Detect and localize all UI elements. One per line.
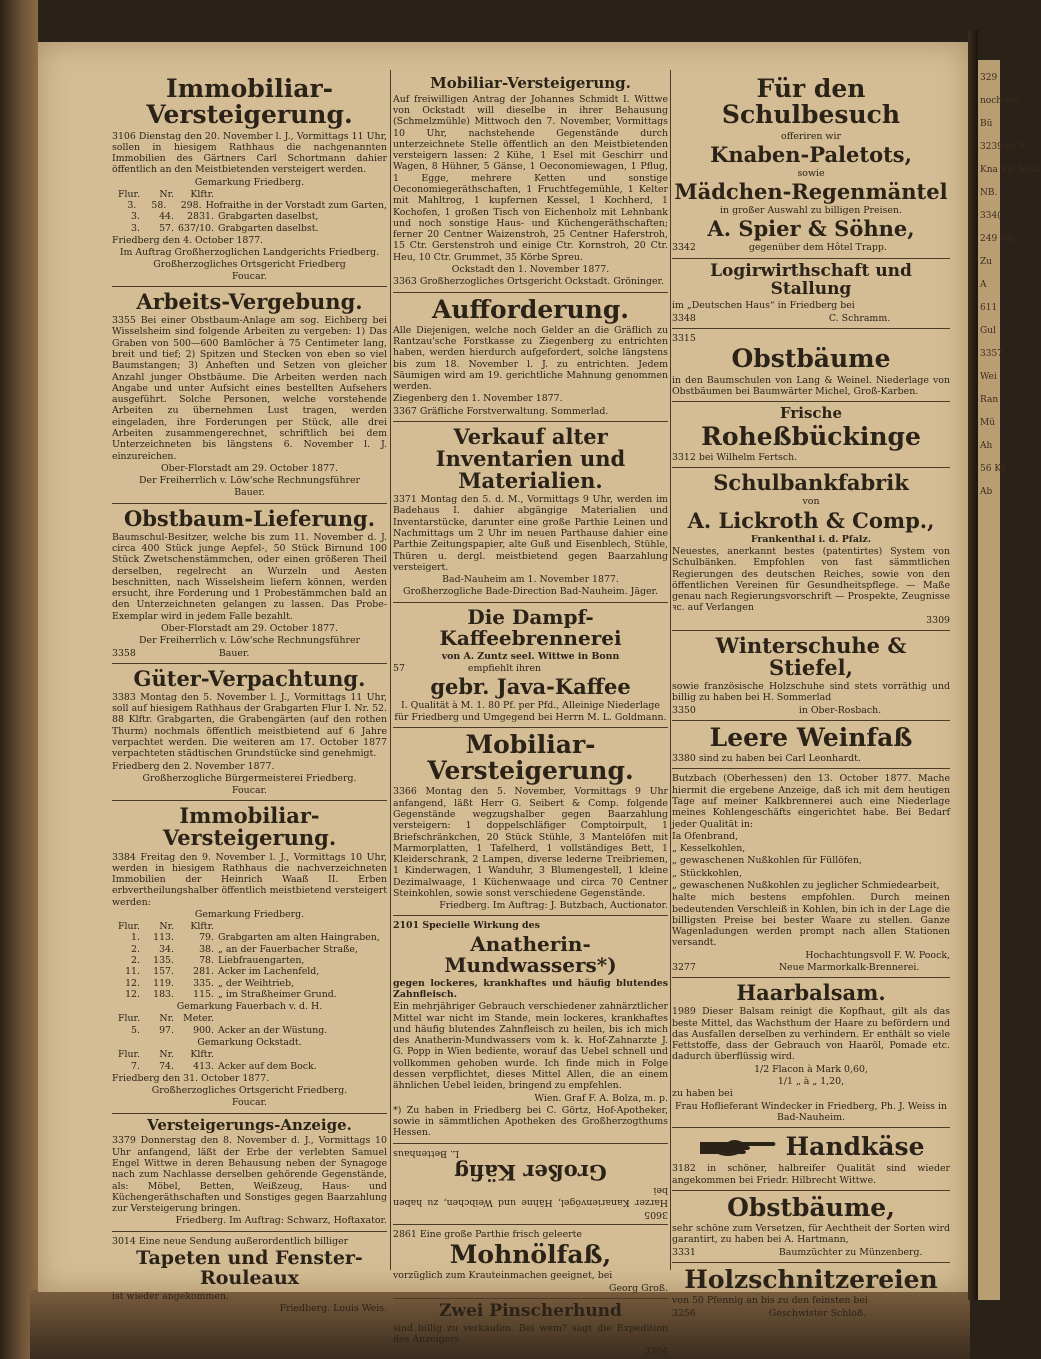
ad-title: Großer Käfig xyxy=(454,1160,607,1186)
ad-signature: Friedberg. Louis Weis. xyxy=(279,1303,387,1315)
ad-address: gegenüber dem Hôtel Trapp. xyxy=(748,242,887,254)
ad-text: Auf freiwilligen Antrag der Johannes Schmidt I. Wittwe von Ockstadt will dieselbe in ihrer Behausung (Schmelzmühle) Mittwoch den 7. November, Vormittags 10 Uhr, nachstehende Gegenstände durch unterzeichnete Stelle öffentlich an den Meistbietenden versteigern lassen: 2 Kühe, 1 Esel mit Geschirr und Wagen, 8 Hühner, 5 Gänse, 1 Oeconomiewagen, 1 Pflug, 1 Egge, mehrere Ketten und sonstige Oeconomiegeräthschaften, 1 Fruchtfegemühle, 1 Kelter mit Mahltrog, 1 kupfernen Kessel, 1 Kochherd, 1 Kochofen, 1 großen Tisch von Eichenholz mit Lehnbank und noch sonstige Haus- und Küchengeräthschaften; ferner 20 Centner Waizenstroh, 25 Centner Haferstroh, 15 Ctr. Gerstenstroh und einige Ctr. Kornstroh, 20 Ctr. Heu, 10 Ctr. Grummet, 35 Körbe Spreu. xyxy=(393,93,668,263)
ad-header xyxy=(672,1132,950,1162)
ad-subheading: Frankenthal i. d. Pfalz. xyxy=(750,533,872,545)
ad-title: Knaben-Paletots, xyxy=(710,141,912,167)
ad-text: Harzer Kanarienvögel, Hähne und Weibchen, zu haben bei xyxy=(393,1185,668,1208)
ad-signature: Der Freiherrlich v. Löw'sche Rechnungsführer xyxy=(139,475,360,487)
ad-footer xyxy=(393,276,668,287)
ad-date: Ziegenberg den 1. November 1877. xyxy=(393,393,563,405)
ad-date: Friedberg den 4. October 1877. xyxy=(112,235,264,247)
table-row: 2. 135. 78. Liebfrauengarten, xyxy=(131,955,305,967)
ad-text: in großer Auswahl zu billigen Preisen. xyxy=(720,205,902,217)
ad-text: Alle Diejenigen, welche noch Gelder an die Gräflich zu Rantzau'sche Forstkasse zu Ziegenberg zu entrichten haben, werden hierdurch aufgefordert, solche längstens bis zum 18. November l. J. zu entrichten. Jedem Säumigen wird am 19. gerichtliche Mahnung genommen werden. xyxy=(393,324,668,393)
ad-text: 2861 Eine große Parthie frisch geleerte xyxy=(393,1228,582,1240)
divider xyxy=(112,1113,387,1114)
ad-signature: Gräfliche Forstverwaltung. Sommerlad. xyxy=(419,405,609,417)
ad-text: sind billig zu verkaufen. Bei wem? sagt die Expedition des Anzeigers. xyxy=(393,1322,668,1346)
ad-number: 3350 xyxy=(672,704,696,716)
edge-fragment: Ran xyxy=(980,395,999,405)
edge-fragment: 334( xyxy=(980,211,1001,221)
ad-title: Verkauf alter Inventarien und Materialien. xyxy=(435,424,626,494)
table-header: Flur. Nr. Meter. xyxy=(118,1013,214,1025)
ad-footer xyxy=(112,648,387,659)
ad-title: Handkäse xyxy=(785,1132,925,1162)
ad-number: 3256 xyxy=(672,1307,696,1319)
ad-text: 3379 Donnerstag den 8. November d. J., Vormittags 10 Uhr anfangend, läßt der Erbe der verlebten Samuel Engel Wittwe in deren Behausung neben der Synagoge nach zum Nachlasse derselben gehörende Gegenstände, als: Möbel, Betten, Weißzeug, Haus- und Küchengeräthschaften und Sonstiges gegen Baarzahlung zur Versteigerung bringen. xyxy=(112,1135,387,1215)
ad-title: A. Lickroth & Comp., xyxy=(687,507,935,533)
divider xyxy=(672,720,950,721)
list-item: „ gewaschenen Nußkohlen für Füllöfen, xyxy=(672,855,862,867)
ad-title: Mobiliar-Versteigerung. xyxy=(427,729,634,786)
ad-name: Bauer. xyxy=(234,487,265,499)
ad-title: Anatherin-Mundwassers*) xyxy=(444,931,617,977)
ad-date: Friedberg den 2. November 1877. xyxy=(112,760,275,772)
ad-name: Bauer. xyxy=(218,647,250,659)
ad-date: Ober-Florstadt am 29. October 1877. xyxy=(161,462,338,474)
list-item: „ Stückkohlen, xyxy=(672,867,742,879)
ad-text: sowie französische Holzschuhe sind stets vorräthig und billig zu haben bei H. Sommerlad xyxy=(672,681,950,704)
ad-address: Baumzüchter zu Münzenberg. xyxy=(778,1246,923,1258)
ad-subheading: von A. Zuntz seel. Wittwe in Bonn xyxy=(441,650,620,662)
ad-signature: Frau Hoflieferant Windecker in Friedberg, Ph. J. Weiss in Bad-Nauheim. xyxy=(675,1100,947,1123)
ad-address: Neue Marmorkalk-Brennerei. xyxy=(778,961,920,973)
table-header: Flur. Nr. Klftr. xyxy=(118,1049,214,1061)
divider xyxy=(672,977,950,978)
ad-text: Butzbach (Oberhessen) den 13. October 1877. Mache hiermit die ergebene Anzeige, daß ich mit dem heutigen Tage auf meiner Kalkbrennerei auch eine Niederlage meines Kohlengeschäfts eingerichtet habe. Bei Bedarf jeder Qualität in: xyxy=(672,773,950,830)
ad-text: empfiehlt ihren xyxy=(467,662,542,674)
table-row: 3. 57. 637/10. Grabgarten daselbst. xyxy=(131,222,319,234)
ad-text: 3014 Eine neue Sendung außerordentlich billiger xyxy=(112,1235,349,1247)
ad-date: Ockstadt den 1. November 1877. xyxy=(451,263,610,275)
ad-footer xyxy=(672,753,950,764)
ad-number: 3331 xyxy=(672,1246,696,1258)
divider xyxy=(672,258,950,259)
table-row: 11. 157. 281. Acker im Lachenfeld, xyxy=(125,966,320,978)
ad-title: Leere Weinfaß xyxy=(709,722,913,752)
column-divider xyxy=(390,70,391,1270)
ad-address: in Ober-Rosbach. xyxy=(798,704,882,716)
divider xyxy=(393,1298,668,1299)
edge-fragment: Zu xyxy=(980,257,993,267)
pointing-hand-icon xyxy=(698,1136,778,1158)
ad-name: L. Bettenhaus xyxy=(393,1147,460,1159)
ad-text: ist wieder angekommen. xyxy=(112,1290,229,1302)
edge-fragment: 3357 xyxy=(980,349,1003,359)
ad-name: Foucar. xyxy=(232,270,267,282)
ad-title: Mobiliar-Versteigerung. xyxy=(430,74,631,92)
divider xyxy=(672,630,950,631)
ad-footer xyxy=(672,962,950,973)
price-line: 1/1 „ à „ 1,20, xyxy=(777,1076,845,1087)
ad-text: 3355 Bei einer Obstbaum-Anlage am sog. Eichberg bei Wisselsheim sind folgende Arbeiten zu vergeben: 1) Das Graben von 500—600 Bamlöcher à 75 Centimeter lang, breit und tief; 2) Spitzen und Stecken von eben so viel Baumstangen; 3) Anheften und Setzen von gleicher Anzahl junger Obstbäume. Die Arbeiten werden nach Angabe und unter Aufsicht eines bestellten Aufsehers ausgeführt. Solche Personen, welche vorstehende Arbeiten zu übernehmen Lust tragen, werden eingeladen, ihre Forderungen per Stück, alle drei Arbeiten zusammengerechnet, schriftlich bei dem Unterzeichneten bis längstens 6. November l. J. einzureichen. xyxy=(112,315,387,462)
edge-fragment: Ah xyxy=(980,441,993,451)
ad-title: Versteigerungs-Anzeige. xyxy=(147,1115,352,1134)
divider xyxy=(672,1262,950,1263)
list-item: „ gewaschenen Nußkohlen zu jeglicher Schmiedearbeit, xyxy=(672,880,940,892)
ad-text: 3182 in schöner, halbreifer Qualität sind wieder angekommen bei Friedr. Hilbrecht Wittwe. xyxy=(672,1163,950,1186)
ad-text: zu haben bei xyxy=(672,1088,733,1100)
ad-title: Holzschnitzereien xyxy=(684,1265,938,1295)
ad-text: halte mich bestens empfohlen. Durch meinen bedeutenden Verschleiß in Kohlen, bin ich in der Lage die billigsten Preise bei bester Waare zu stellen. Ganze Wagenladungen werden prompt nach allen Stationen versandt. xyxy=(672,892,950,949)
ad-signature: bei Wilhelm Fertsch. xyxy=(698,452,798,464)
ad-number: 57 xyxy=(393,662,405,674)
divider xyxy=(393,727,668,728)
ad-title: Aufforderung. xyxy=(431,294,630,324)
divider xyxy=(672,401,950,402)
divider xyxy=(112,286,387,287)
divider xyxy=(672,1127,950,1128)
ad-title: Tapeten und Fenster-Rouleaux xyxy=(136,1246,363,1289)
edge-fragment: 329 xyxy=(980,73,998,83)
divider xyxy=(393,915,668,916)
ad-text: 3371 Montag den 5. d. M., Vormittags 9 Uhr, werden im Badehaus I. dahier abgängige Materialien und Inventarstücke, darunter eine große Parthie Leinen und Nachmittags um 2 Uhr im neuen Parthause dahier eine Parthie Zeitungspapier, alte Guß und Eisenblech, Stühle, Thüren u. dergl. meistbietend gegen Baarzahlung versteigert. xyxy=(393,494,668,573)
table-header: Flur. Nr. Klftr. xyxy=(118,921,214,933)
ad-footer xyxy=(672,452,950,463)
ad-text: sowie xyxy=(797,167,825,179)
adjacent-page-edge xyxy=(978,60,1041,1300)
list-item: Ia Ofenbrand, xyxy=(672,830,739,842)
divider xyxy=(393,421,668,422)
ad-title: Güter-Verpachtung. xyxy=(133,665,366,691)
ad-signature: Friedberg. Im Auftrag: J. Butzbach, Auctionator. xyxy=(439,900,668,912)
price-line: 1/2 Flacon à Mark 0,60, xyxy=(754,1063,868,1075)
divider xyxy=(393,602,668,603)
ad-title: Roheßbückinge xyxy=(701,421,921,451)
edge-fragment: 56 Ko xyxy=(980,464,1007,474)
ad-text: in den Baumschulen von Lang & Weinel. Niederlage von Obstbäumen bei Baumwärter Michel, Groß-Karben. xyxy=(672,374,950,397)
ad-title: gebr. Java-Kaffee xyxy=(430,674,631,700)
book-edge-left xyxy=(0,0,38,1359)
edge-fragment: Bü xyxy=(980,119,993,129)
ad-name: Foucar. xyxy=(232,785,267,797)
ad-title: Mohnölfaß, xyxy=(449,1240,612,1270)
table-row: 12. 183. 115. „ im Straßheimer Grund. xyxy=(125,988,337,1000)
edge-fragment: Gul xyxy=(980,326,996,336)
ad-number: 3367 xyxy=(393,405,417,417)
ad-signature: Hochachtungsvoll F. W. Poock, xyxy=(805,949,950,961)
edge-fragment: 3239 zu F xyxy=(980,142,1026,152)
ad-text: I. Qualität à M. 1. 80 Pf. per Pfd., Alleinige Niederlage für Friedberg und Umgegend bei Herrn M. L. Goldmann. xyxy=(394,700,667,723)
ad-number: 3380 xyxy=(672,753,696,765)
ad-signature: Im Auftrag Großherzoglichen Landgerichts Friedberg. Großherzogliches Ortsgericht Friedberg xyxy=(119,247,380,270)
ad-title: Obstbäume, xyxy=(727,1192,895,1222)
ad-text: Ein mehrjähriger Gebrauch verschiedener zahnärztlicher Mittel war nicht im Stande, mein lockeres, krankhaftes und häufig blutendes Zahnfleisch zu heilen, bis ich mich des Anatherin-Mundwassers vom k. k. Hof-Zahnarzte J. G. Popp in Wien bediente, worauf das Uebel schnell und vollkommen gehoben wurde. Ich finde mich in Folge dessen verpflichtet, dieses Mittel Allen, die an einem ähnlichen Uebel leiden, bringend zu empfehlen. xyxy=(393,1001,668,1092)
ad-text: von xyxy=(802,496,820,508)
ad-title: Immobiliar-Versteigerung. xyxy=(146,74,353,130)
column-middle xyxy=(393,74,668,1359)
divider xyxy=(393,1143,668,1144)
ad-subheading: Gemarkung Friedberg. xyxy=(194,908,305,920)
ad-title: Frische xyxy=(779,404,842,423)
ad-title: Die Dampf-Kaffeebrennerei xyxy=(439,604,622,650)
ad-title: Obstbäume xyxy=(731,344,891,374)
ad-signature: Großherzogliches Ortsgericht Friedberg. xyxy=(151,1085,348,1097)
ad-number: 3342 xyxy=(672,242,696,254)
ad-text: 3366 Montag den 5. November, Vormittags 9 Uhr anfangend, läßt Herr G. Seibert & Comp. folgende Gegenstände wegzugshalber gegen Baarzahlung versteigern: 1 doppelschläfiger Comptoirpult, 1 Briefschränkchen, 20 Stück Stühle, 3 Mantelöfen mit Marmorplatten, 1 Tafelherd, 1 vollständiges Bett, 1 Kleiderschrank, 2 Lampen, diverse lederne Treibriemen, 1 Kinderwagen, 1 Wanduhr, 3 Blumengestell, 1 kleine Dezimalwaage, 1 Küchenwaage und circa 70 Centner Steinkohlen, sowie sonst verschiedene Gegenstände. xyxy=(393,786,668,899)
divider xyxy=(672,328,950,329)
ad-title: Arbeits-Vergebung. xyxy=(136,289,363,315)
ad-title: Schulbankfabrik xyxy=(713,470,909,496)
edge-fragment: Kna Fil- beka xyxy=(980,165,1041,175)
ad-text: im „Deutschen Haus“ in Friedberg bei xyxy=(672,300,855,312)
ad-signature: Georg Groß. xyxy=(608,1282,668,1294)
ad-signature: Der Freiherrlich v. Löw'sche Rechnungsführer xyxy=(139,635,360,647)
column-divider xyxy=(670,70,671,1270)
ad-text: vorzüglich zum Krauteinmachen geeignet, bei xyxy=(393,1270,613,1282)
ad-signature: Friedberg. Im Auftrag: Schwarz, Hoftaxator. xyxy=(175,1215,387,1227)
divider xyxy=(672,1190,950,1191)
ad-text: 3383 Montag den 5. November l. J., Vormittags 11 Uhr, soll auf hiesigem Rathhaus der Grabgarten Flur I. Nr. 52. 88 Klftr. Grabgarten, die Grabengärten (auf den rothen Thurm) nochmals öffentlich meistbietend auf 6 Jahre verpachtet werden. Die weiteren am 17. October 1877 verpachteten städtischen Grundstücke sind genehmigt. xyxy=(112,691,387,760)
ad-number: 3358 xyxy=(112,647,136,659)
table-row: 12. 119. 335. „ der Weihtrieb, xyxy=(125,977,295,989)
ad-text: 3106 Dienstag den 20. November l. J., Vormittags 11 Uhr, sollen in hiesigem Rathhaus die nachgenannten Immobilien des Gärtners Carl Schortmann dahier öffentlich an den Meistbietenden versteigert werden. xyxy=(112,130,387,176)
table-row: 2. 34. 38. „ an der Fauerbacher Straße, xyxy=(131,943,358,955)
ad-number: 3348 xyxy=(672,312,696,324)
ad-title: Logirwirthschaft und Stallung xyxy=(710,260,912,299)
ad-subheading: Gemarkung Fauerbach v. d. H. xyxy=(176,1001,323,1013)
ad-text: sind zu haben bei Carl Leonhardt. xyxy=(698,753,861,765)
book-gutter xyxy=(968,30,978,1300)
ad-footer xyxy=(672,1308,950,1319)
upside-down-ad xyxy=(393,1148,668,1220)
ad-number: 3277 xyxy=(672,961,696,973)
ad-text: Neuestes, anerkannt bestes (patentirtes) System von Schulbänken. Empfohlen von fast sämmtlichen Regierungen des deutschen Reiches, sowie von den öffentlichen Vereinen für Gesundheitspflege. — Maße genau nach Regierungsvorschrift — Prospekte, Zeugnisse ꝛc. auf Verlangen xyxy=(672,546,950,614)
ad-footer xyxy=(672,313,950,324)
edge-fragment: Mü xyxy=(980,418,996,428)
divider xyxy=(393,292,668,293)
ad-signature: Großherzogliches Ortsgericht Ockstadt. Gröninger. xyxy=(419,276,664,288)
table-row: 5. 97. 900. Acker an der Wüstung. xyxy=(131,1024,328,1036)
ad-footnote: *) Zu haben in Friedberg bei C. Görtz, Hof-Apotheker, sowie in sämmtlichen Apotheken des Großherzogthums Hessen. xyxy=(393,1104,668,1139)
table-row: 7. 74. 413. Acker auf dem Bock. xyxy=(131,1060,317,1072)
ad-number: 3605 xyxy=(644,1208,668,1220)
ad-signature: Geschwister Schloß. xyxy=(768,1307,867,1319)
ad-title: Zwei Pinscherhund xyxy=(439,1300,622,1321)
table-row: 1. 113. 79. Grabgarten am alten Haingraben, xyxy=(131,932,380,944)
ad-subheading: Gemarkung Ockstadt. xyxy=(197,1037,302,1049)
ad-footer xyxy=(393,406,668,417)
divider xyxy=(393,1224,668,1225)
ad-text: 2101 Specielle Wirkung des xyxy=(393,920,540,932)
ad-title: Immobiliar-Versteigerung. xyxy=(162,803,337,851)
ad-date: Friedberg den 31. October 1877. xyxy=(112,1072,270,1084)
column-right xyxy=(672,74,950,1320)
ad-name: C. Schramm. xyxy=(828,312,891,324)
ad-footer xyxy=(672,242,950,253)
ad-number: 3363 xyxy=(393,276,417,288)
divider xyxy=(672,467,950,468)
ad-text: sehr schöne zum Versetzen, für Aechtheit der Sorten wird garantirt, zu haben bei A. Hartmann, xyxy=(672,1223,950,1246)
ad-title: Obstbaum-Lieferung. xyxy=(123,505,376,531)
ad-title: Haarbalsam. xyxy=(736,980,886,1006)
ad-footer xyxy=(672,705,950,716)
divider xyxy=(112,503,387,504)
ad-title: Winterschuhe & Stiefel, xyxy=(715,633,907,681)
table-row: 3. 58. 298. Hofraithe in der Vorstadt zum Garten, xyxy=(127,200,387,212)
divider xyxy=(112,663,387,664)
ad-title: A. Spier & Söhne, xyxy=(707,216,915,242)
divider xyxy=(672,768,950,769)
ad-number: 3315 xyxy=(672,333,696,345)
ad-text: offeriren wir xyxy=(781,130,841,142)
edge-fragment: 249 wir xyxy=(980,234,1015,244)
table-row: 3. 44. 2831. Grabgarten daselbst, xyxy=(131,211,319,223)
ad-title: Für den Schulbesuch xyxy=(721,74,901,130)
edge-fragment: noch vis- xyxy=(980,96,1021,106)
ad-name: Foucar. xyxy=(232,1097,267,1109)
ad-number: 3364 xyxy=(644,1346,668,1358)
edge-fragment: Ab xyxy=(980,487,993,497)
ad-signature: Wien. Graf F. A. Bolza, m. p. xyxy=(534,1092,668,1104)
table-header: Flur. Nr. Klftr. xyxy=(118,188,214,200)
ad-date: Ober-Florstadt am 29. October 1877. xyxy=(161,623,338,634)
ad-line xyxy=(393,663,668,674)
ad-footer xyxy=(672,1247,950,1258)
edge-fragment: NB. xyxy=(980,188,998,198)
divider xyxy=(112,1231,387,1232)
list-item: „ Kesselkohlen, xyxy=(672,843,746,855)
column-left xyxy=(112,74,387,1315)
divider xyxy=(112,800,387,801)
ad-number: 3309 xyxy=(926,614,950,626)
ad-text: von 50 Pfennig an bis zu den feinsten bei xyxy=(672,1295,868,1307)
ad-date: Bad-Nauheim am 1. November 1877. xyxy=(442,574,619,586)
ad-number: 3312 xyxy=(672,452,696,464)
ad-signature: Großherzogliche Bade-Direction Bad-Nauheim. Jäger. xyxy=(402,586,658,598)
ad-text: 3384 Freitag den 9. November l. J., Vormittags 10 Uhr, werden in hiesigem Rathhaus die nachverzeichneten Immobilien der Heinrich Waaß II. Erben erbvertheilungshalber öffentlich meistbietend versteigert werden: xyxy=(112,851,387,908)
ad-subheading: Gemarkung Friedberg. xyxy=(194,176,305,188)
edge-fragment: Wei xyxy=(980,372,997,382)
ad-title: Mädchen-Regenmäntel xyxy=(674,179,948,205)
ad-text: 1989 Dieser Balsam reinigt die Kopfhaut, gilt als das beste Mittel, das Wachsthum der Haare zu befördern und das Ausfallen derselben zu verhindern. Er enthält so viele Fettstoffe, dass der Gebrauch von Haaröl, Pomade etc. dadurch überflüssig wird. xyxy=(672,1006,950,1063)
ad-text: Baumschul-Besitzer, welche bis zum 11. November d. J. circa 400 Stück junge Aepfel-, 50 Stück Birnund 100 Stück Zwetschenstämmchen, oder einen größeren Theil derselben, regelrecht an Wurzeln und Aesten beschnitten, nach Wisselsheim liefern können, werden ersucht, ihre Forderung und 1 Probestämmchen bald an den Unterzeichneten gelangen zu lassen. Das Probe-Exemplar wird in jedem Falle bezahlt. xyxy=(112,531,387,622)
edge-fragment: A xyxy=(980,280,987,290)
ad-signature: Großherzogliche Bürgermeisterei Friedberg. xyxy=(142,772,357,784)
edge-fragment: 611 xyxy=(980,303,998,313)
ad-subheading: gegen lockeres, krankhaftes und häufig blutendes Zahnfleisch. xyxy=(393,977,668,1001)
